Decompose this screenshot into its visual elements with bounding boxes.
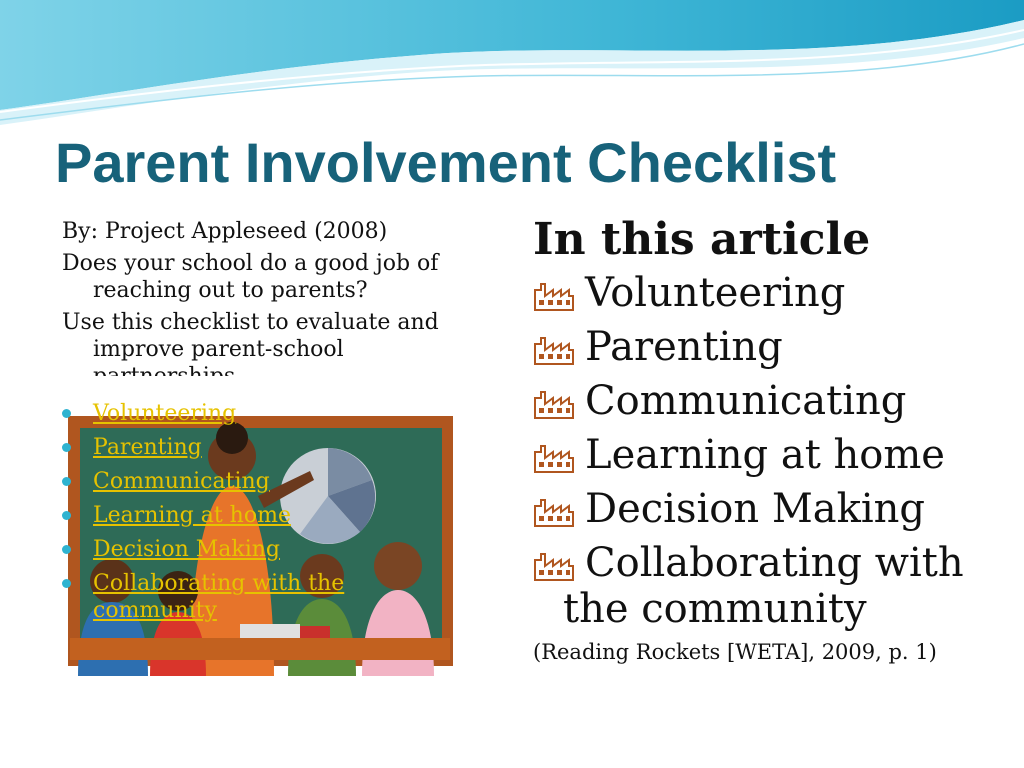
list-item xyxy=(62,570,393,624)
list-item xyxy=(533,378,1013,424)
factory-icon xyxy=(533,282,575,312)
link-volunteering[interactable]: Volunteering xyxy=(93,401,237,426)
list-item xyxy=(62,434,393,461)
bullet-dot-icon xyxy=(62,579,71,588)
factory-icon xyxy=(533,552,575,582)
article-item-collaborating: Collaborating with xyxy=(585,540,964,586)
article-heading: In this article xyxy=(533,214,871,265)
article-item-decision-making: Decision Making xyxy=(585,486,926,532)
factory-icon xyxy=(533,444,575,474)
topic-link-list xyxy=(62,400,393,631)
citation: (Reading Rockets [WETA], 2009, p. 1) xyxy=(533,640,937,664)
list-item xyxy=(533,540,1013,632)
list-item xyxy=(62,502,393,529)
list-item xyxy=(62,468,393,495)
slide-title: Parent Involvement Checklist xyxy=(55,131,837,194)
link-parenting[interactable]: Parenting xyxy=(93,435,202,460)
article-item-volunteering: Volunteering xyxy=(585,270,846,316)
list-item xyxy=(62,400,393,427)
link-collaborating[interactable]: Collaborating with the community xyxy=(93,571,345,623)
article-item-learning-at-home: Learning at home xyxy=(585,432,945,478)
list-item xyxy=(533,486,1013,532)
article-item-parenting: Parenting xyxy=(585,324,783,370)
factory-icon xyxy=(533,336,575,366)
left-column xyxy=(62,218,482,395)
list-item xyxy=(62,536,393,563)
list-item xyxy=(533,324,1013,370)
link-decision-making[interactable]: Decision Making xyxy=(93,537,281,562)
article-item-communicating: Communicating xyxy=(585,378,907,424)
factory-icon xyxy=(533,498,575,528)
bullet-dot-icon xyxy=(62,477,71,486)
article-item-collaborating-continuation: the community xyxy=(563,586,867,632)
link-communicating[interactable]: Communicating xyxy=(93,469,270,494)
question-text: Does your school do a good job of reaching out to parents? xyxy=(62,251,439,303)
list-item xyxy=(533,270,1013,316)
bullet-dot-icon xyxy=(62,545,71,554)
right-column xyxy=(533,212,1013,664)
header-wave-decoration xyxy=(0,0,1024,130)
factory-icon xyxy=(533,390,575,420)
byline: By: Project Appleseed (2008) xyxy=(62,219,388,244)
bullet-dot-icon xyxy=(62,443,71,452)
instruction-text: Use this checklist to evaluate and improve parent-school xyxy=(62,310,439,362)
bullet-dot-icon xyxy=(62,409,71,418)
link-learning-at-home[interactable]: Learning at home xyxy=(93,503,291,528)
bullet-dot-icon xyxy=(62,511,71,520)
article-topic-list xyxy=(533,270,1013,632)
list-item xyxy=(533,432,1013,478)
